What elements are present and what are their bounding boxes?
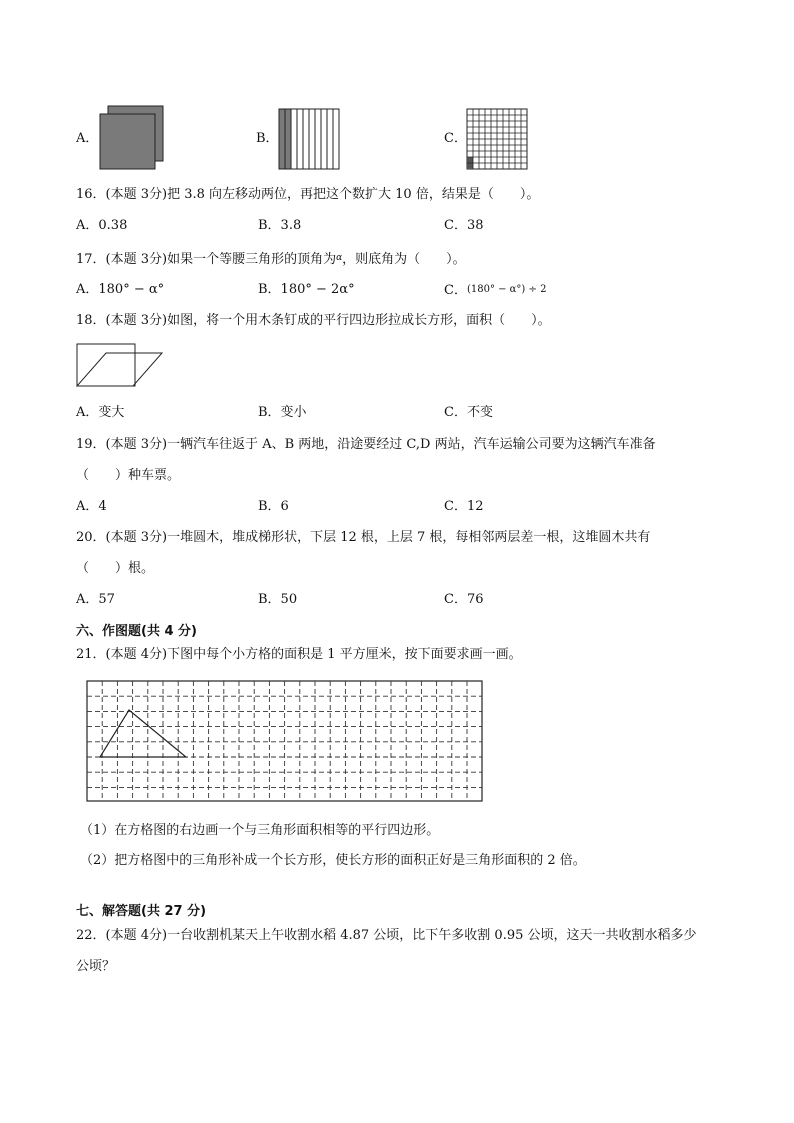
q15-option-b-figure xyxy=(278,108,340,170)
q16-stem: 16．(本题 3分)把 3.8 向左移动两位，再把这个数扩大 10 倍，结果是（ ）。 xyxy=(76,187,540,202)
q21-stem: 21．(本题 4分)下图中每个小方格的面积是 1 平方厘米，按下面要求画一画。 xyxy=(76,647,522,662)
q22-stem-line1: 22．(本题 4分)一台收割机某天上午收割水稻 4.87 公顷，比下午多收割 0.95 公顷，这天一共收割水稻多少 xyxy=(76,928,697,943)
section-6-title: 六、作图题(共 4 分) xyxy=(76,624,197,639)
q19-option-a: A．4 xyxy=(76,499,107,514)
q15-option-a-label: A． xyxy=(76,131,99,146)
q20-option-c: C．76 xyxy=(444,592,484,607)
q19-option-b: B．6 xyxy=(258,499,289,514)
q18-option-a: A．变大 xyxy=(76,405,125,420)
q19-stem-line2: （ ）种车票。 xyxy=(76,468,181,483)
q18-parallelogram-figure xyxy=(76,343,166,389)
q18-option-c: C．不变 xyxy=(444,405,493,420)
q21-sub2: （2）把方格图中的三角形补成一个长方形，使长方形的面积正好是三角形面积的 2 倍。 xyxy=(80,853,586,868)
section-7-title: 七、解答题(共 27 分) xyxy=(76,904,207,919)
q17-stem-tail: ，则底角为（ ）。 xyxy=(342,252,466,267)
q17-stem xyxy=(76,249,466,269)
q16-option-b: B．3.8 xyxy=(258,218,302,233)
q20-option-a: A．57 xyxy=(76,592,115,607)
q20-stem-line2: （ ）根。 xyxy=(76,561,155,576)
q22-stem-line2: 公顷？ xyxy=(76,959,116,974)
q16-option-a: A．0.38 xyxy=(76,218,128,233)
q21-sub1: （1）在方格图的右边画一个与三角形面积相等的平行四边形。 xyxy=(80,823,440,838)
q19-stem-line1: 19．(本题 3分)一辆汽车往返于 A、B 两地，沿途要经过 C,D 两站，汽车运输公司要为这辆汽车准备 xyxy=(76,437,656,452)
q17-option-c-label: C． xyxy=(444,283,467,298)
q17-option-a: A．180° − α° xyxy=(76,282,165,297)
q17-stem-text: 17．(本题 3分)如果一个等腰三角形的顶角为 xyxy=(76,252,337,267)
q20-option-b: B．50 xyxy=(258,592,298,607)
q15-option-c-label: C． xyxy=(444,131,467,146)
q18-stem: 18．(本题 3分)如图，将一个用木条钉成的平行四边形拉成长方形，面积（ ）。 xyxy=(76,313,551,328)
q17-option-c-expr: (180° − α°) ÷ 2 xyxy=(466,284,547,295)
q17-alpha: α xyxy=(336,253,343,263)
q18-option-b: B．变小 xyxy=(258,405,307,420)
q17-option-c xyxy=(444,281,546,300)
q16-option-c: C．38 xyxy=(444,218,484,233)
q17-option-b: B．180° − 2α° xyxy=(258,282,355,297)
q19-option-c: C．12 xyxy=(444,499,484,514)
q15-option-b-label: B． xyxy=(256,131,279,146)
q15-option-a-figure xyxy=(98,104,168,172)
q15-option-c-figure xyxy=(466,108,528,170)
q21-grid-figure xyxy=(86,680,484,804)
q20-stem-line1: 20．(本题 3分)一堆圆木，堆成梯形状，下层 12 根，上层 7 根，每相邻两层差一根，这堆圆木共有 xyxy=(76,530,651,545)
